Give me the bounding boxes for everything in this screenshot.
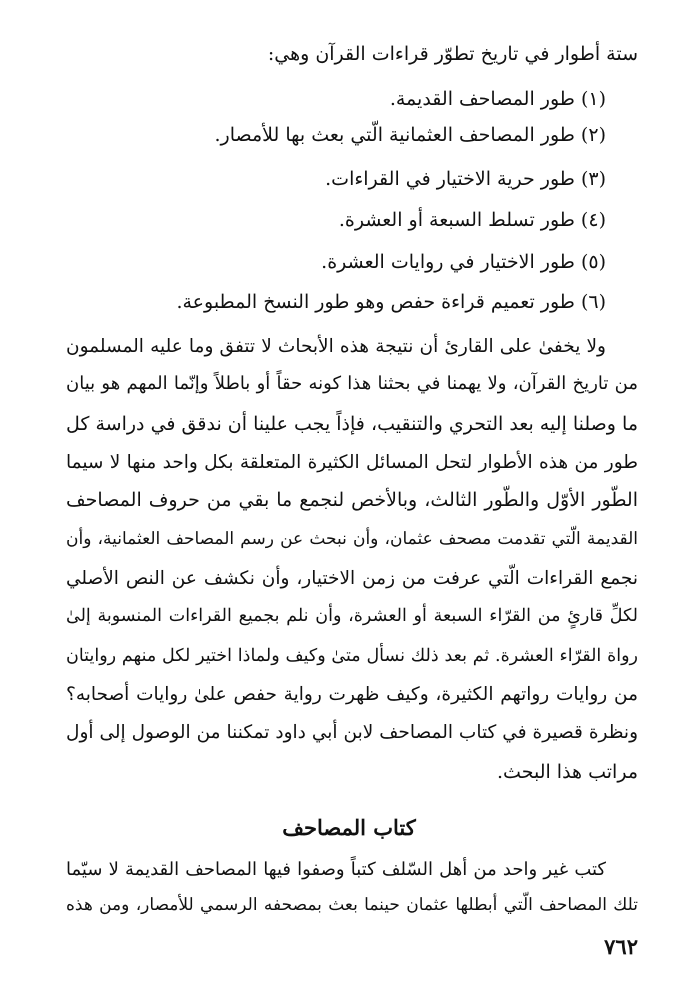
paragraph-line: مراتب هذا البحث. — [497, 761, 638, 783]
stage-item: (٢) طور المصاحف العثمانية الّتي بعث بها للأمصار. — [214, 124, 606, 146]
paragraph-line: ولا يخفىٰ على القارئ أن نتيجة هذه الأبحاث لا تتفق وما عليه المسلمون — [66, 336, 606, 357]
paragraph-line: القديمة الّتي تقدمت مصحف عثمان، وأن نبحث عن رسم المصاحف العثمانية، وأن — [66, 529, 638, 549]
stage-item: (٥) طور الاختيار في روايات العشرة. — [321, 251, 606, 273]
stage-item: (١) طور المصاحف القديمة. — [389, 88, 606, 110]
paragraph-line: ما وصلنا إليه بعد التحري والتنقيب، فإذاً يجب علينا أن ندقق في دراسة كل — [66, 413, 638, 435]
section-heading: كتاب المصاحف — [282, 815, 416, 840]
paragraph-line: من روايات رواتهم الكثيرة، وكيف ظهرت رواية حفص علىٰ روايات أصحابه؟ — [66, 684, 638, 705]
paragraph-line: الطّور الأوّل والطّور الثالث، وبالأخص لنجمع ما بقي من حروف المصاحف — [66, 489, 638, 511]
intro-line: ستة أطوار في تاريخ تطوّر قراءات القرآن وهي: — [267, 43, 638, 65]
paragraph-line: من تاريخ القرآن، ولا يهمنا في بحثنا هذا كونه حقاً أو باطلاً وإنّما المهم هو بيان — [66, 373, 638, 394]
stage-item: (٤) طور تسلط السبعة أو العشرة. — [338, 209, 606, 231]
paragraph-line: تلك المصاحف الّتي أبطلها عثمان حينما بعث بمصحفه الرسمي للأمصار، ومن هذه — [66, 895, 638, 915]
paragraph-line: كتب غير واحد من أهل السّلف كتباً وصفوا فيها المصاحف القديمة لا سيّما — [66, 859, 606, 880]
paragraph-line: ونظرة قصيرة في كتاب المصاحف لابن أبي داود تمكننا من الوصول إلى أول — [66, 722, 638, 743]
stage-item: (٦) طور تعميم قراءة حفص وهو طور النسخ المطبوعة. — [176, 291, 606, 313]
paragraph-line: رواة القرّاء العشرة. ثم بعد ذلك نسأل متىٰ وكيف ولماذا اختير لكل منهم روايتان — [66, 646, 638, 666]
paragraph-line: نجمع القراءات الّتي عرفت من زمن الاختيار، وأن نكشف عن النص الأصلي — [66, 568, 638, 589]
paragraph-line: طور من هذه الأطوار لتحل المسائل الكثيرة المتعلقة بكل واحد منها لا سيما — [66, 452, 638, 473]
stage-item: (٣) طور حرية الاختيار في القراءات. — [325, 168, 606, 190]
page-number: ٧٦٢ — [604, 934, 638, 959]
paragraph-line: لكلِّ قارئٍ من القرّاء السبعة أو العشرة، وأن نلم بجميع القراءات المنسوبة إلىٰ — [66, 606, 638, 626]
